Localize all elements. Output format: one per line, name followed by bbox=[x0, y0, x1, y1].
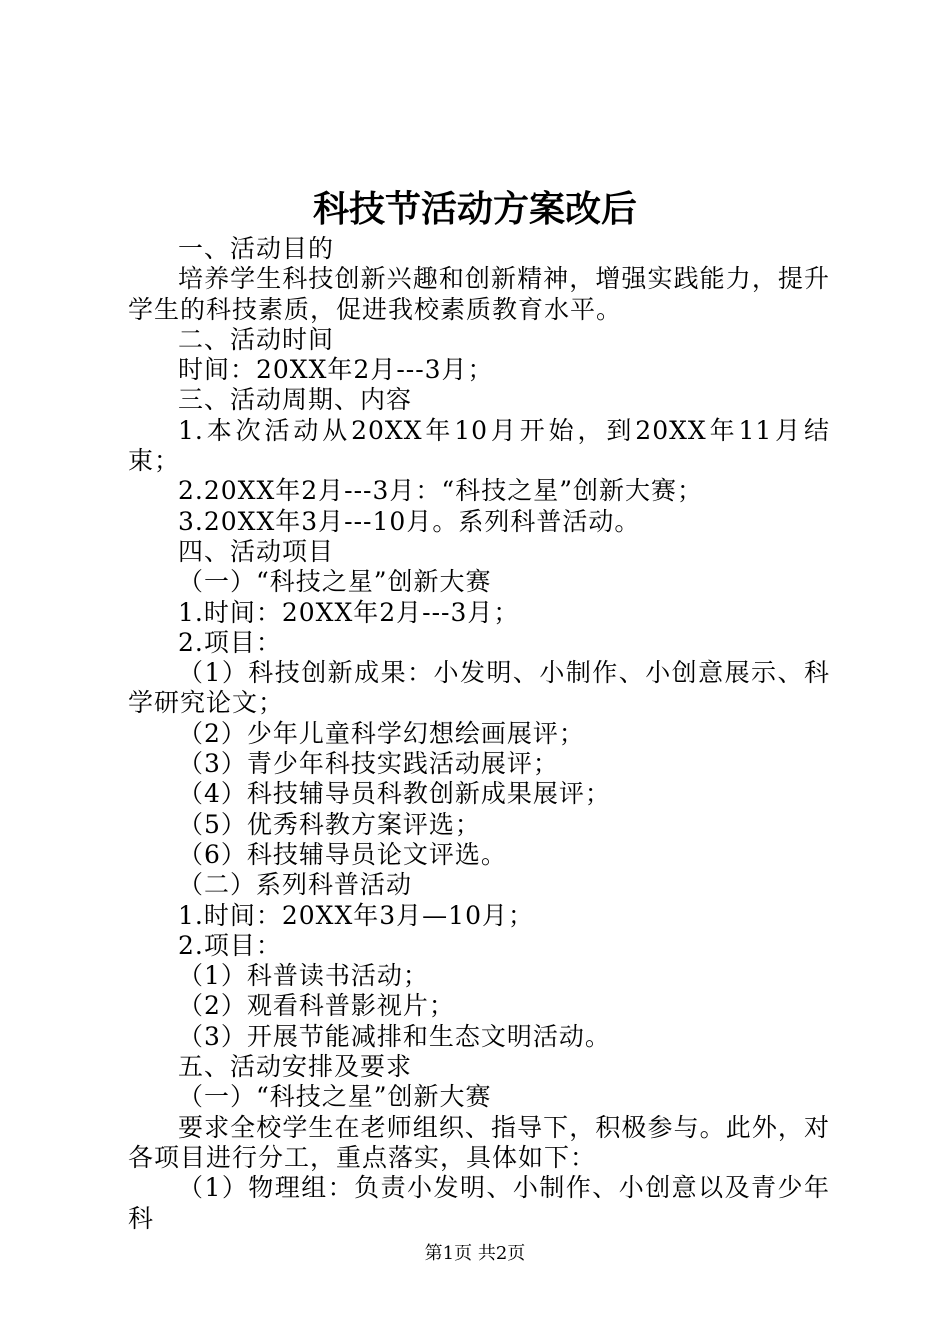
section-heading: 三、活动周期、内容 bbox=[178, 385, 413, 415]
section-heading: 二、活动时间 bbox=[178, 324, 335, 354]
document-body bbox=[128, 234, 830, 1234]
section-heading: 一、活动目的 bbox=[178, 234, 335, 263]
list-item: （1）物理组：负责小发明、小制作、小创意以及青少年科 bbox=[128, 1173, 830, 1233]
list-item: （2）少年儿童科学幻想绘画展评； bbox=[178, 718, 585, 748]
list-item: 3.20XX年3月---10月。系列科普活动。 bbox=[178, 506, 641, 536]
subsection-heading: （二）系列科普活动 bbox=[178, 870, 413, 900]
list-item: 1.时间：20XX年3月—10月； bbox=[178, 900, 534, 930]
paragraph: 培养学生科技创新兴趣和创新精神，增强实践能力，提升学生的科技素质，促进我校素质教育水平。 bbox=[128, 264, 830, 324]
list-item: （3）青少年科技实践活动展评； bbox=[178, 749, 559, 779]
list-item: （6）科技辅导员论文评选。 bbox=[178, 839, 507, 869]
list-item: 2.项目： bbox=[178, 627, 282, 657]
list-item: （3）开展节能减排和生态文明活动。 bbox=[178, 1021, 611, 1051]
list-item: 1.时间：20XX年2月---3月； bbox=[178, 597, 520, 627]
document-title: 科技节活动方案改后 bbox=[312, 188, 637, 230]
page-footer: 第1页 共2页 bbox=[424, 1243, 526, 1264]
section-heading: 五、活动安排及要求 bbox=[178, 1052, 413, 1082]
paragraph: 要求全校学生在老师组织、指导下，积极参与。此外，对各项目进行分工，重点落实，具体如下： bbox=[128, 1112, 830, 1172]
list-item: 2.20XX年2月---3月：“科技之星”创新大赛； bbox=[178, 476, 703, 506]
section-heading: 四、活动项目 bbox=[178, 536, 335, 566]
subsection-heading: （一）“科技之星”创新大赛 bbox=[178, 567, 492, 597]
list-item: 2.项目： bbox=[178, 930, 282, 960]
list-item: （5）优秀科教方案评选； bbox=[178, 809, 481, 839]
paragraph: 时间：20XX年2月---3月； bbox=[178, 355, 494, 385]
list-item: 1.本次活动从20XX年10月开始，到20XX年11月结束； bbox=[128, 415, 830, 476]
list-item: （2）观看科普影视片； bbox=[178, 991, 455, 1021]
list-item: （1）科普读书活动； bbox=[178, 961, 429, 991]
subsection-heading: （一）“科技之星”创新大赛 bbox=[178, 1082, 492, 1112]
list-item: （4）科技辅导员科教创新成果展评； bbox=[178, 779, 611, 809]
list-item: （1）科技创新成果：小发明、小制作、小创意展示、科学研究论文； bbox=[128, 658, 830, 718]
